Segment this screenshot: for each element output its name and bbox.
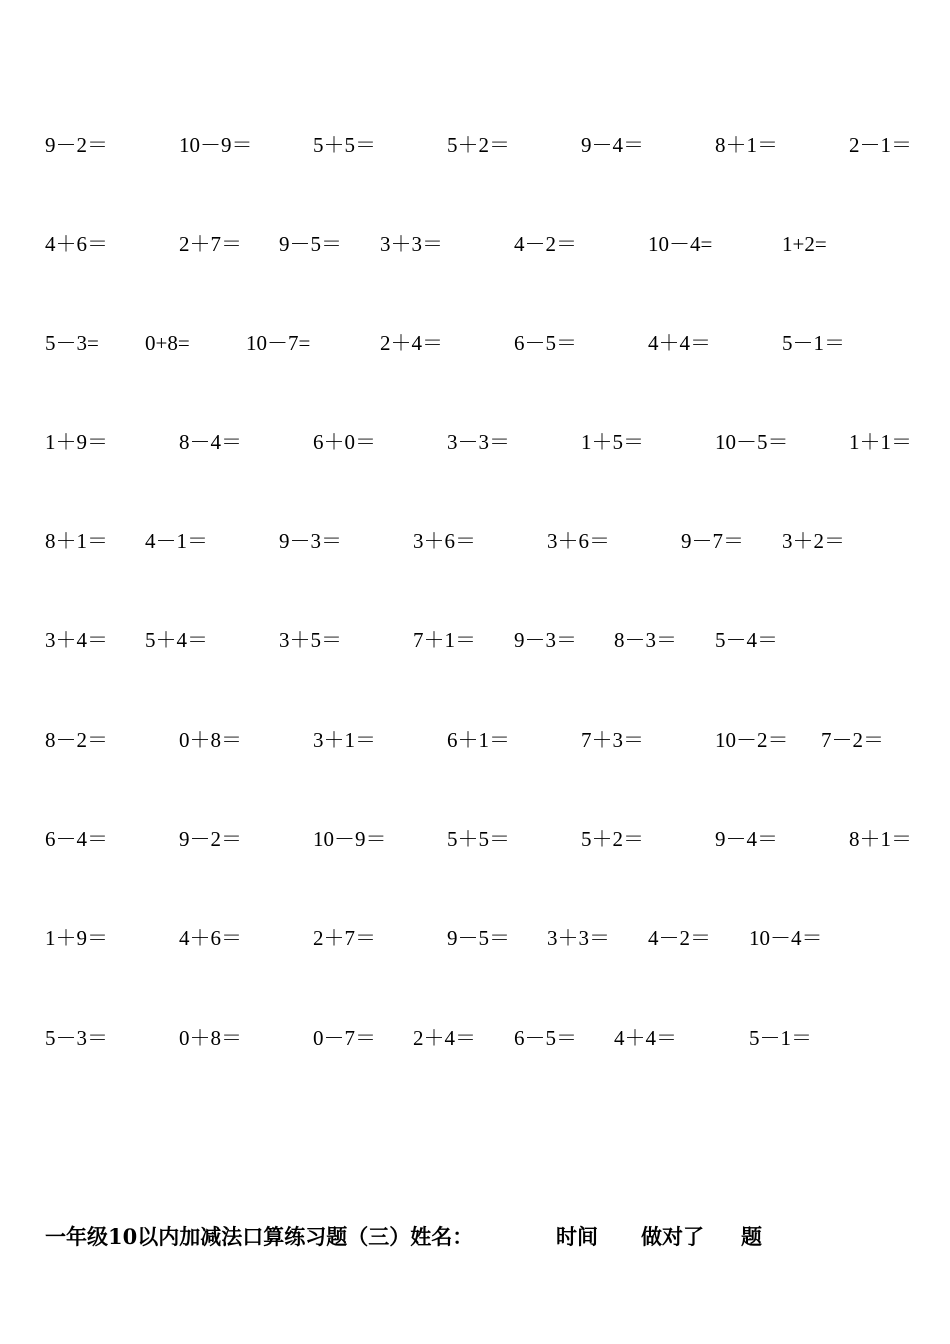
problem: 1＋1＝ [849,430,912,454]
problem: 4＋4＝ [614,1026,677,1050]
problem: 10－9＝ [313,827,387,851]
problem: 7＋3＝ [581,728,644,752]
time-label: 时间 [556,1224,598,1249]
problem: 5－1＝ [749,1026,812,1050]
problem: 9－3＝ [279,529,342,553]
problem: 10－2＝ [715,728,789,752]
problems-label: 题 [741,1224,762,1249]
problem: 1＋5＝ [581,430,644,454]
problem: 3＋2＝ [782,529,845,553]
problem: 1＋9＝ [45,430,108,454]
problem: 9－3＝ [514,628,577,652]
problem: 10－4= [648,232,713,256]
problem: 9－2＝ [179,827,242,851]
problem-row-3 [0,328,950,358]
problem: 3＋5＝ [279,628,342,652]
problem: 5－3= [45,331,99,355]
problem-row-4 [0,427,950,457]
problem: 0－7＝ [313,1026,376,1050]
problem: 5－4＝ [715,628,778,652]
problem: 8＋1＝ [849,827,912,851]
worksheet-title: 一年级10以内加减法口算练习题（三）姓名： [45,1224,474,1249]
problem: 9－2＝ [45,133,108,157]
problem-row-9 [0,923,950,953]
problem: 6＋1＝ [447,728,510,752]
worksheet-footer [0,1222,950,1252]
problem: 4－2＝ [648,926,711,950]
problem: 5－1＝ [782,331,845,355]
problem: 9－4＝ [581,133,644,157]
problem: 4＋6＝ [179,926,242,950]
problem: 9－5＝ [279,232,342,256]
problem-row-1 [0,130,950,160]
problem: 3－3＝ [447,430,510,454]
problem: 3＋4＝ [45,628,108,652]
problem: 2＋4＝ [380,331,443,355]
problem-row-6 [0,625,950,655]
problem: 0+8= [145,331,190,355]
problem: 10－5＝ [715,430,789,454]
problem: 10－4＝ [749,926,823,950]
problem-row-10 [0,1023,950,1053]
problem: 8＋1＝ [715,133,778,157]
problem: 6－5＝ [514,1026,577,1050]
problem: 8＋1＝ [45,529,108,553]
problem: 3＋6＝ [547,529,610,553]
problem-row-5 [0,526,950,556]
problem: 3＋3＝ [380,232,443,256]
problem: 9－5＝ [447,926,510,950]
correct-label: 做对了 [641,1224,704,1249]
problem: 9－4＝ [715,827,778,851]
problem-row-2 [0,229,950,259]
problem-row-8 [0,824,950,854]
problem: 5＋4＝ [145,628,208,652]
problem: 2＋4＝ [413,1026,476,1050]
problem: 4＋4＝ [648,331,711,355]
problem: 1＋9＝ [45,926,108,950]
problem: 5＋2＝ [447,133,510,157]
problem: 7－2＝ [821,728,884,752]
problem: 4＋6＝ [45,232,108,256]
problem: 4－2＝ [514,232,577,256]
problem: 3＋1＝ [313,728,376,752]
problem: 2＋7＝ [313,926,376,950]
problem: 5＋2＝ [581,827,644,851]
problem: 9－7＝ [681,529,744,553]
problem: 8－3＝ [614,628,677,652]
problem: 3＋6＝ [413,529,476,553]
problem: 0＋8＝ [179,1026,242,1050]
problem: 6－5＝ [514,331,577,355]
problem-row-7 [0,725,950,755]
problem: 6－4＝ [45,827,108,851]
problem: 2－1＝ [849,133,912,157]
problem: 10－9＝ [179,133,253,157]
problem: 5＋5＝ [313,133,376,157]
problem: 2＋7＝ [179,232,242,256]
problem: 7＋1＝ [413,628,476,652]
problem: 5＋5＝ [447,827,510,851]
problem: 0＋8＝ [179,728,242,752]
problem: 8－2＝ [45,728,108,752]
problem: 6＋0＝ [313,430,376,454]
problem: 10－7= [246,331,311,355]
problem: 5－3＝ [45,1026,108,1050]
problem: 1+2= [782,232,827,256]
problem: 3＋3＝ [547,926,610,950]
problem: 8－4＝ [179,430,242,454]
problem: 4－1＝ [145,529,208,553]
